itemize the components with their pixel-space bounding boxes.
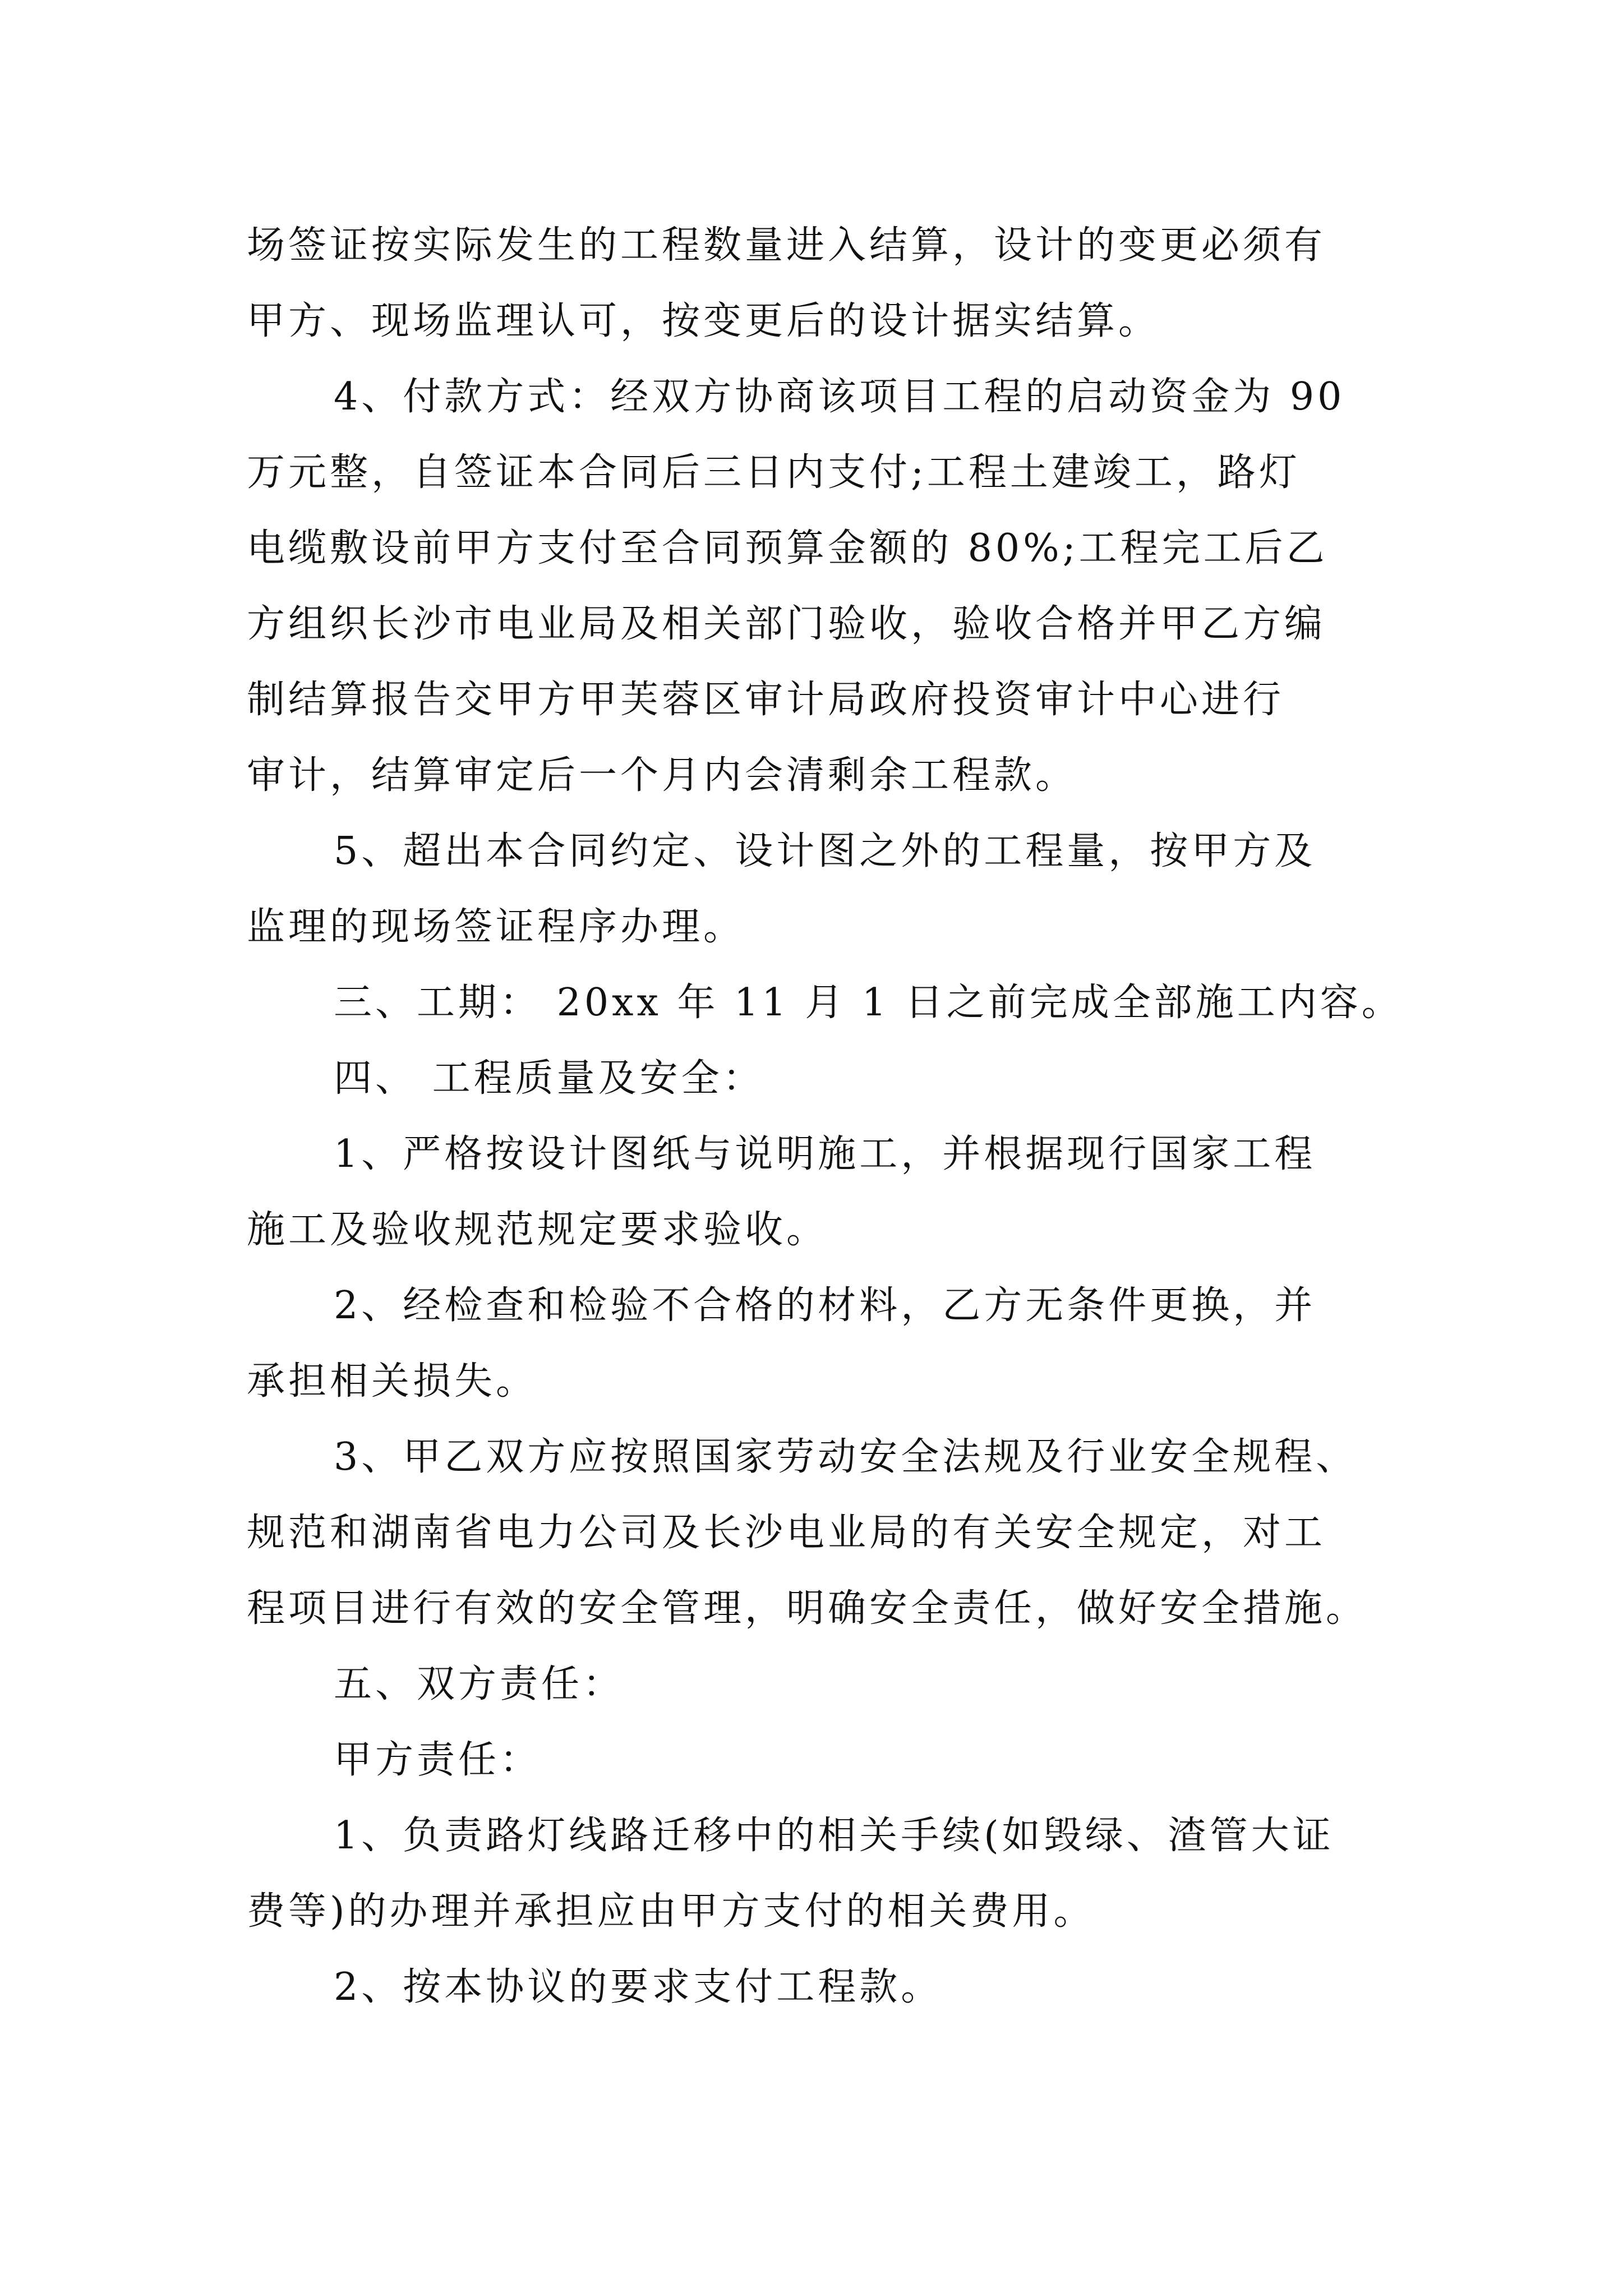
body-text-line: 电缆敷设前甲方支付至合同预算金额的 80%;工程完工后乙 <box>247 526 1328 570</box>
body-text-line: 施工及验收规范规定要求验收。 <box>247 1208 828 1252</box>
body-text-line: 万元整，自签证本合同后三日内支付;工程土建竣工，路灯 <box>247 450 1301 495</box>
paragraph-item-2-payment: 2、按本协议的要求支付工程款。 <box>334 1965 943 2009</box>
paragraph-item-1-procedures: 1、负责路灯线路迁移中的相关手续(如毁绿、渣管大证 <box>334 1814 1334 1858</box>
section-heading-schedule: 三、工期： 20xx 年 11 月 1 日之前完成全部施工内容。 <box>334 981 1403 1025</box>
paragraph-item-4-payment: 4、付款方式：经双方协商该项目工程的启动资金为 90 <box>334 375 1345 419</box>
body-text-line: 程项目进行有效的安全管理，明确安全责任，做好安全措施。 <box>247 1586 1368 1631</box>
body-text-line: 制结算报告交甲方甲芙蓉区审计局政府投资审计中心进行 <box>247 678 1285 722</box>
body-text-line: 规范和湖南省电力公司及长沙电业局的有关安全规定，对工 <box>247 1511 1326 1555</box>
subheading-party-a-responsibilities: 甲方责任： <box>334 1738 542 1782</box>
paragraph-item-1-construction: 1、严格按设计图纸与说明施工，并根据现行国家工程 <box>334 1132 1316 1176</box>
body-text-line: 甲方、现场监理认可，按变更后的设计据实结算。 <box>247 299 1160 343</box>
body-text-line: 承担相关损失。 <box>247 1359 538 1404</box>
paragraph-item-5-extra-work: 5、超出本合同约定、设计图之外的工程量，按甲方及 <box>334 829 1316 873</box>
body-text-line: 监理的现场签证程序办理。 <box>247 905 745 949</box>
section-heading-quality-safety: 四、 工程质量及安全： <box>334 1056 764 1101</box>
paragraph-item-3-safety: 3、甲乙双方应按照国家劳动安全法规及行业安全规程、 <box>334 1435 1358 1479</box>
body-text-line: 审计，结算审定后一个月内会清剩余工程款。 <box>247 753 1077 798</box>
body-text-line: 方组织长沙市电业局及相关部门验收，验收合格并甲乙方编 <box>247 602 1326 646</box>
body-text-line: 场签证按实际发生的工程数量进入结算，设计的变更必须有 <box>247 223 1326 268</box>
body-text-line: 费等)的办理并承担应由甲方支付的相关费用。 <box>247 1889 1095 1934</box>
paragraph-item-2-materials: 2、经检查和检验不合格的材料，乙方无条件更换，并 <box>334 1283 1316 1328</box>
section-heading-responsibilities: 五、双方责任： <box>334 1662 625 1706</box>
